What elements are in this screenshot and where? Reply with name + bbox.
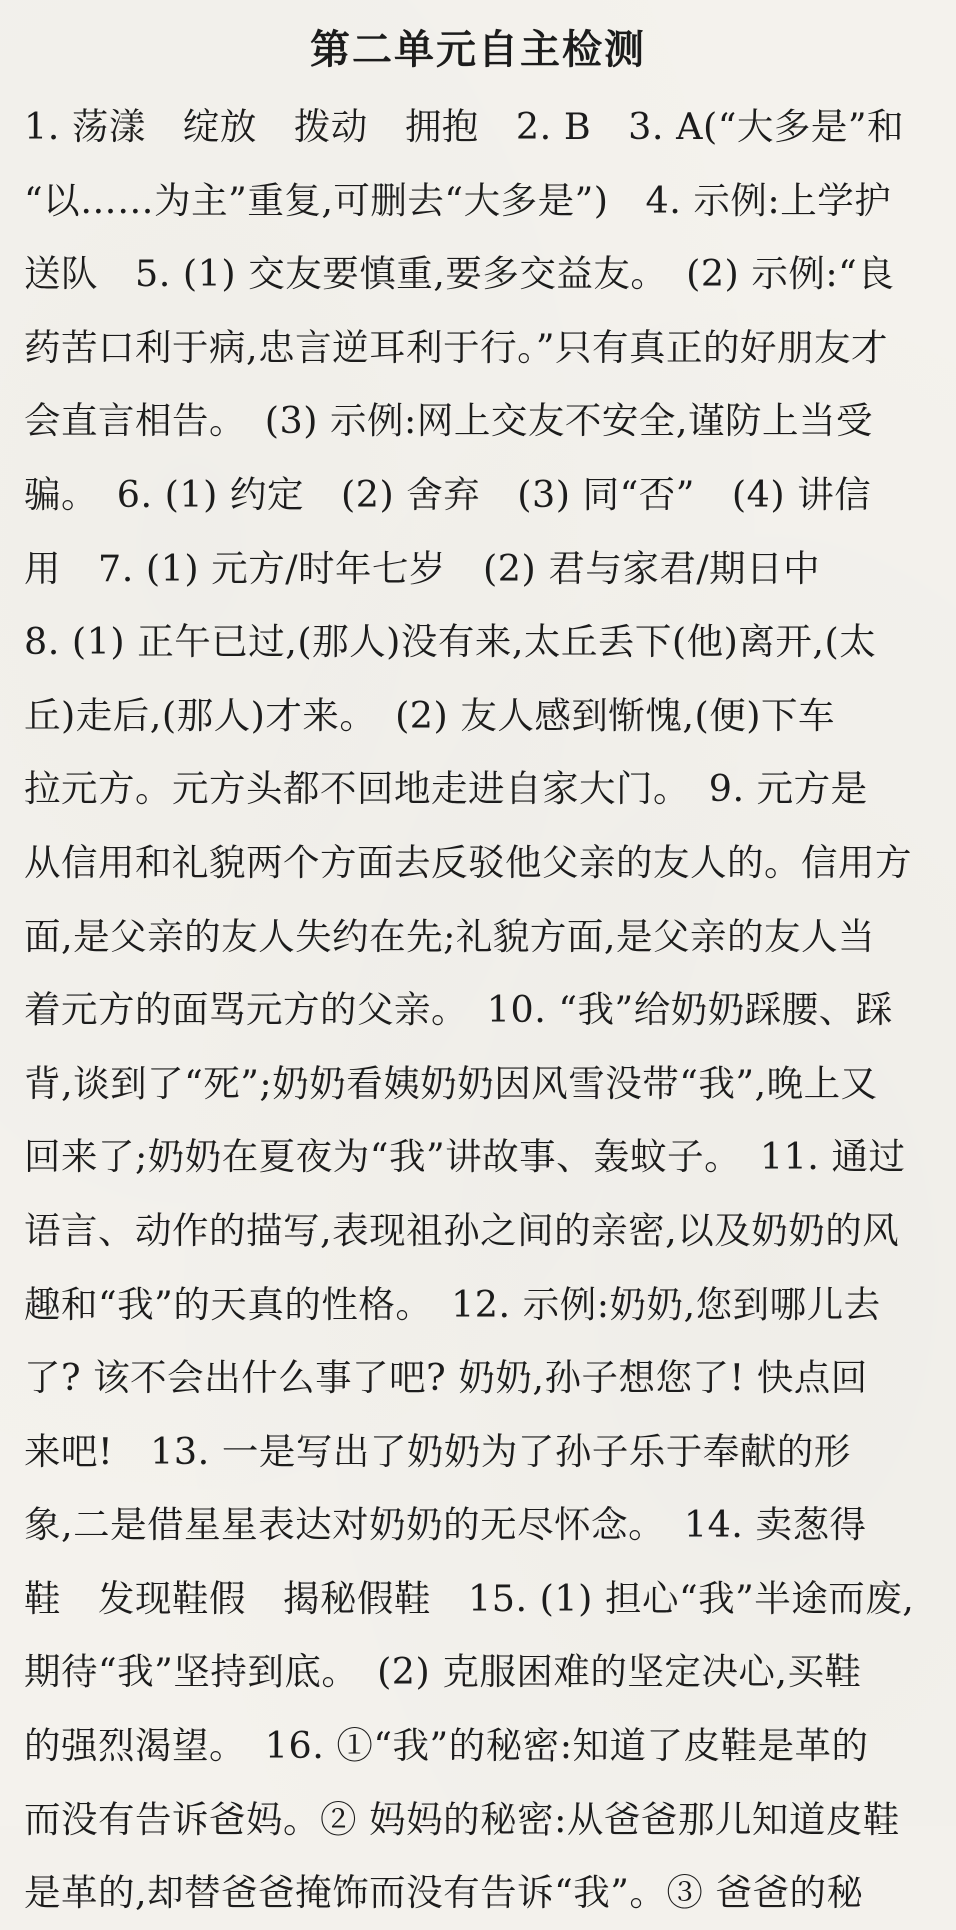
answer-text-block (24, 90, 936, 1930)
text-line-2: “以……为主”重复,可删去“大多是”) 4. 示例:上学护 (24, 178, 892, 222)
text-line-22: 期待“我”坚持到底。 (2) 克服困难的坚定决心,买鞋 (24, 1650, 862, 1694)
text-line-8: 8. (1) 正午已过,(那人)没有来,太丘丢下(他)离开,(太 (24, 620, 877, 664)
text-line-13: 着元方的面骂元方的父亲。 10. “我”给奶奶踩腰、踩 (24, 988, 893, 1032)
text-line-18: 了? 该不会出什么事了吧? 奶奶,孙子想您了! 快点回 (24, 1356, 868, 1400)
text-line-23: 的强烈渴望。 16. ①“我”的秘密:知道了皮鞋是革的 (24, 1724, 869, 1768)
page-title: 第二单元自主检测 (310, 27, 646, 73)
text-line-3: 送队 5. (1) 交友要慎重,要多交益友。 (2) 示例:“良 (24, 252, 895, 296)
text-line-7: 用 7. (1) 元方/时年七岁 (2) 君与家君/期日中 (24, 546, 821, 590)
text-line-10: 拉元方。元方头都不回地走进自家大门。 9. 元方是 (24, 767, 868, 811)
text-line-19: 来吧! 13. 一是写出了奶奶为了孙子乐于奉献的形 (24, 1429, 851, 1473)
text-line-14: 背,谈到了“死”;奶奶看姨奶奶因风雪没带“我”,晚上又 (24, 1061, 878, 1105)
text-line-24: 而没有告诉爸妈。② 妈妈的秘密:从爸爸那儿知道皮鞋 (24, 1797, 900, 1841)
text-line-6: 骗。 6. (1) 约定 (2) 舍弃 (3) 同“否” (4) 讲信 (24, 472, 872, 516)
text-line-11: 从信用和礼貌两个方面去反驳他父亲的友人的。信用方 (24, 840, 912, 884)
text-line-25: 是革的,却替爸爸掩饰而没有告诉“我”。③ 爸爸的秘 (24, 1871, 864, 1915)
text-line-4: 药苦口利于病,忠言逆耳利于行。”只有真正的好朋友才 (24, 325, 889, 369)
text-line-5: 会直言相告。 (3) 示例:网上交友不安全,谨防上当受 (24, 399, 873, 443)
text-line-21: 鞋 发现鞋假 揭秘假鞋 15. (1) 担心“我”半途而废, (24, 1576, 915, 1620)
text-line-15: 回来了;奶奶在夏夜为“我”讲故事、轰蚊子。 11. 通过 (24, 1135, 906, 1179)
text-line-9: 丘)走后,(那人)才来。 (2) 友人感到惭愧,(便)下车 (24, 693, 835, 737)
text-line-17: 趣和“我”的天真的性格。 12. 示例:奶奶,您到哪儿去 (24, 1282, 881, 1326)
text-line-12: 面,是父亲的友人失约在先;礼貌方面,是父亲的友人当 (24, 914, 876, 958)
text-line-20: 象,二是借星星表达对奶奶的无尽怀念。 14. 卖葱得 (24, 1503, 867, 1547)
text-line-16: 语言、动作的描写,表现祖孙之间的亲密,以及奶奶的风 (24, 1208, 900, 1252)
text-line-1: 1. 荡漾 绽放 拨动 拥抱 2. B 3. A(“大多是”和 (24, 105, 905, 148)
